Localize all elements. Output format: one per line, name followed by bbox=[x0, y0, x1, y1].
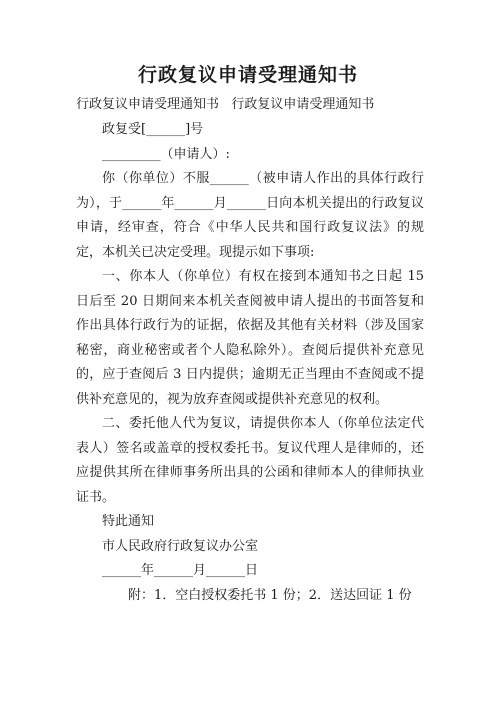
date-line: ______年______月______日 bbox=[102, 563, 259, 578]
document-body bbox=[76, 118, 424, 608]
document-subtitle: 行政复议申请受理通知书 行政复议申请受理通知书 bbox=[76, 97, 375, 112]
closing-text: 特此通知 bbox=[102, 514, 155, 529]
document-title: 行政复议申请受理通知书 bbox=[137, 64, 358, 86]
attachment-line: 附：1．空白授权委托书 1 份；2．送达回证 1 份 bbox=[128, 587, 412, 603]
case-number: 政复受[______]号 bbox=[102, 122, 204, 137]
item-two-paragraph: 二、委托他人代为复议，请提供你本人（你单位法定代表人）签名或盖章的授权委托书。复议代理人是律师的，还应提供其所在律师事务所出具的公函和律师本人的律师执业证书。 bbox=[76, 416, 424, 505]
item-one-paragraph: 一、你本人（你单位）有权在接到本通知书之日起 15 日后至 20 日期间来本机关查阅被申请人提出的书面答复和作出具体行政行为的证据，依据及其他有关材料（涉及国家秘密，商业秘密或者个人隐私除外）。查阅后提供补充意见的，应于查阅后 3 日内提供；逾期无正当理由不查阅或不提供补充意见的，视为放弃查阅或提供补充意见的权利。 bbox=[76, 269, 424, 407]
applicant-line: _________（申请人）: bbox=[102, 146, 230, 162]
intro-paragraph: 你（你单位）不服______（被申请人作出的具体行政行为），于______年______月______日向本机关提出的行政复议申请，经审查，符合《中华人民共和国行政复议法》的规定，本机关已决定受理。现提示如下事项: bbox=[76, 171, 424, 260]
issuer-name: 市人民政府行政复议办公室 bbox=[102, 538, 259, 554]
